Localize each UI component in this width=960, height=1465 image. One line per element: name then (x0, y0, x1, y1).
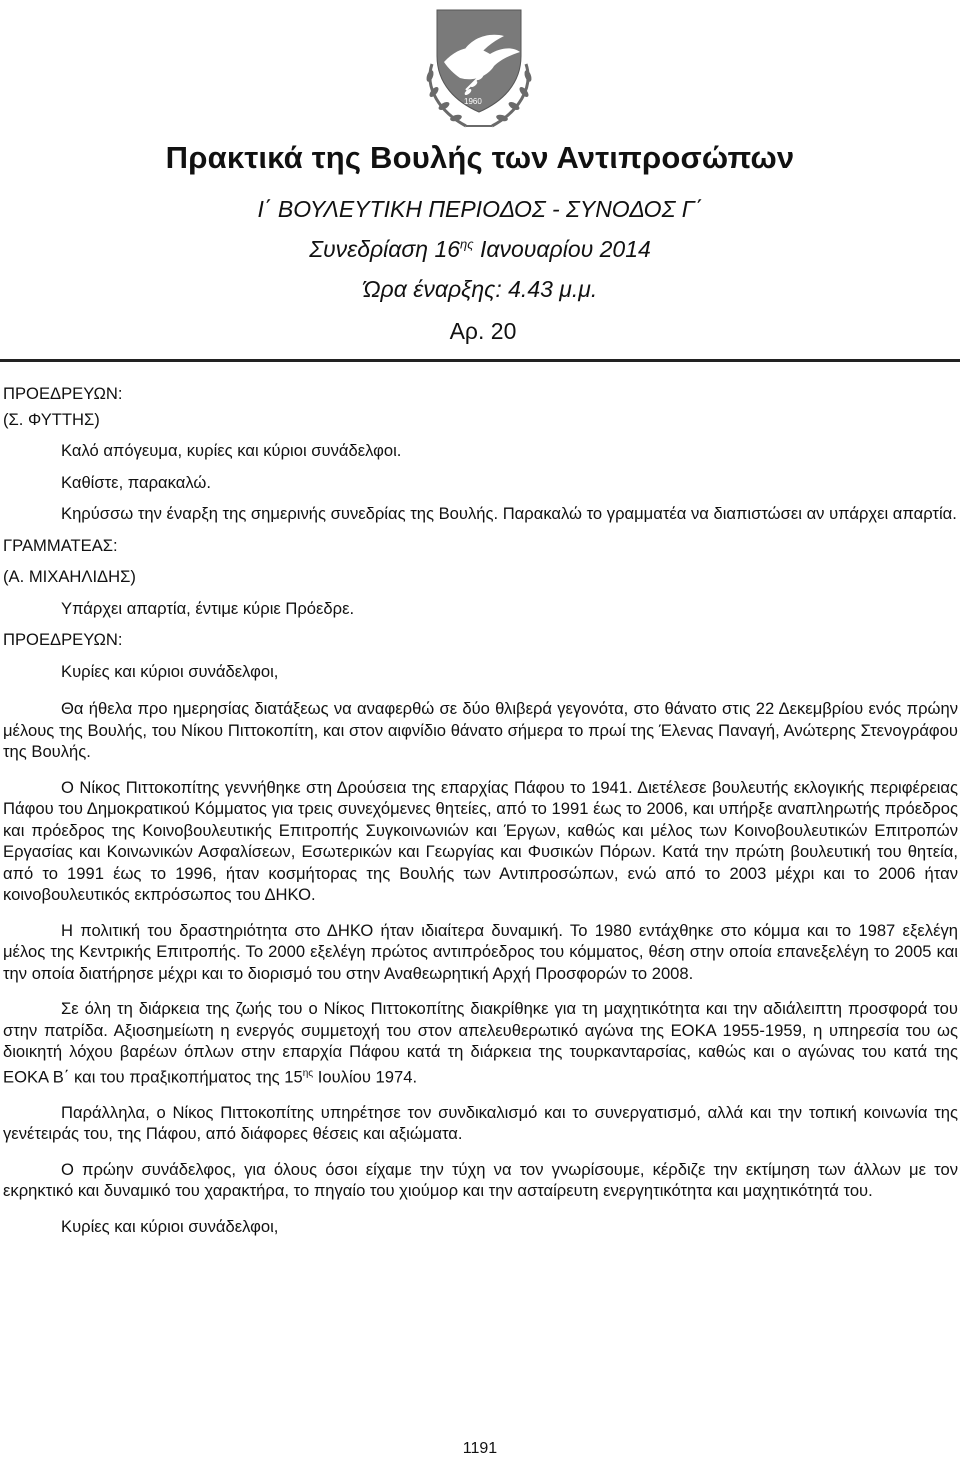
speech-paragraph: Ο πρώην συνάδελφος, για όλους όσοι είχαμε την τύχη να τον γνωρίσουμε, κέρδιζε την εκτίμηση των άλλων με τον εκρηκτικό και δυναμικό του χαρακτήρα, το πηγαίο του χιούμορ και την ασταίρευτη ενεργητικότητα και μαχητικότητά του. (3, 1159, 958, 1201)
speech-line: Κυρίες και κύριοι συνάδελφοι, (61, 661, 279, 681)
speaker-name: (Σ. ΦΥΤΤΗΣ) (3, 409, 100, 429)
speech-line: Καθίστε, παρακαλώ. (61, 472, 211, 492)
speech-paragraph: Ο Νίκος Πιττοκοπίτης γεννήθηκε στη Δρούσεια της επαρχίας Πάφου το 1941. Διετέλεσε βουλευτής εκλογικής περιφέρειας Πάφου του Δημοκρατικού Κόμματος για τρεις συνεχόμενες θητείες, από το 1991 έως το 2006, και υπήρξε αναπληρωτής πρόεδρος και πρόεδρος της Κοινοβουλευτικής Επιτροπής Συγκοινωνιών και Έργων, καθώς και μέλος των Κοινοβουλευτικών Επιτροπών Εργασίας και Κοινωνικών Ασφαλίσεων, Εσωτερικών και Γεωργίας και Φυσικών Πόρων. Κατά την πρώτη βουλευτική του θητεία, από το 1991 έως το 1996, ήταν κοσμήτορας της Βουλής των Αντιπροσώπων, ενώ από το 2003 μέχρι και το 2006 ήταν κοινοβουλευτικός εκπρόσωπος του ΔΗΚΟ. (3, 777, 958, 904)
session-date: Συνεδρίαση $16^{\eta\varsigma}$ Ιανουαρίου 2014 (309, 236, 651, 262)
start-time: Ώρα έναρξης: 4.43 μ.μ. (362, 276, 598, 302)
speech-paragraph: Η πολιτική του δραστηριότητα στο ΔΗΚΟ ήταν ιδιαίτερα δυναμική. Το 1980 εντάχθηκε στο κόμμα και το 1987 εξελέγη μέλος της Κεντρικής Επιτροπής. Το 2000 εξελέγη πρώτος αντιπρόεδρος του κόμματος, θέση στην οποία επανεξελέγη το 2005 και την οποία διατήρησε μέχρι και το διορισμό του στην Αναθεωρητική Αρχή Προσφορών το 2008. (3, 920, 958, 983)
document-number: Αρ. 20 (449, 318, 517, 344)
speaker-label: ΠΡΟΕΔΡΕΥΩΝ: (3, 384, 123, 403)
speaker-name: (Α. ΜΙΧΑΗΛΙΔΗΣ) (3, 567, 136, 586)
speech-line: Υπάρχει απαρτία, έντιμε κύριε Πρόεδρε. (61, 598, 355, 618)
header-divider (0, 359, 960, 362)
session-period: Ι΄ ΒΟΥΛΕΥΤΙΚΗ ΠΕΡΙΟΔΟΣ - ΣΥΝΟΔΟΣ Γ΄ (257, 196, 703, 222)
transcript-body (3, 383, 958, 1237)
speech-paragraph: Σε όλη τη διάρκεια της ζωής του ο Νίκος Πιττοκοπίτης διακρίθηκε για τη μαχητικότητα και την αδιάλειπτη προσφορά του στην πατρίδα. Αξιοσημείωτη η ενεργός συμμετοχή του στον απελευθερωτικό αγώνα της ΕΟΚΑ 1955-1959, η υπηρεσία του ως διοικητή λόχου βαρέων όπλων στην επαρχία Πάφου κατά τη διάρκεια της τουρκανταρσίας, καθώς και ο αγώνας του κατά της ΕΟΚΑ Β΄ και του πραξικοπήματος της $15^{\eta\varsigma}$ Ιουλίου 1974. (3, 999, 958, 1087)
document-title: Πρακτικά της Βουλής των Αντιπροσώπων (165, 140, 795, 175)
speech-paragraph: Θα ήθελα προ ημερησίας διατάξεως να αναφερθώ σε δύο θλιβερά γεγονότα, στο θάνατο στις 22 Δεκεμβρίου ενός πρώην μέλους της Βουλής, του Νίκου Πιττοκοπίτη, και στον αιφνίδιο θάνατο σήμερα το πρωί της Έλενας Παναγή, Ανώτερης Στενογράφου της Βουλής. (3, 699, 958, 761)
cyprus-coat-of-arms-icon (404, 4, 554, 134)
speaker-label: ΓΡΑΜΜΑΤΕΑΣ: (3, 535, 118, 555)
speech-line: Κυρίες και κύριοι συνάδελφοι, (61, 1216, 279, 1236)
emblem-year: 1960 (464, 97, 482, 106)
page-number: 1191 (462, 1440, 498, 1457)
speech-paragraph: Παράλληλα, ο Νίκος Πιττοκοπίτης υπηρέτησε τον συνδικαλισμό και το συνεργατισμό, αλλά και την τοπική κοινωνία της γενέτειράς του, της Πάφου, από διάφορες θέσεις και αξιώματα. (3, 1102, 958, 1144)
speech-line: Καλό απόγευμα, κυρίες και κύριοι συνάδελφοι. (61, 441, 402, 460)
speech-paragraph: Κηρύσσω την έναρξη της σημερινής συνεδρίας της Βουλής. Παρακαλώ το γραμματέα να διαπιστώσει αν υπάρχει απαρτία. (61, 504, 957, 523)
speaker-label: ΠΡΟΕΔΡΕΥΩΝ: (3, 630, 123, 649)
